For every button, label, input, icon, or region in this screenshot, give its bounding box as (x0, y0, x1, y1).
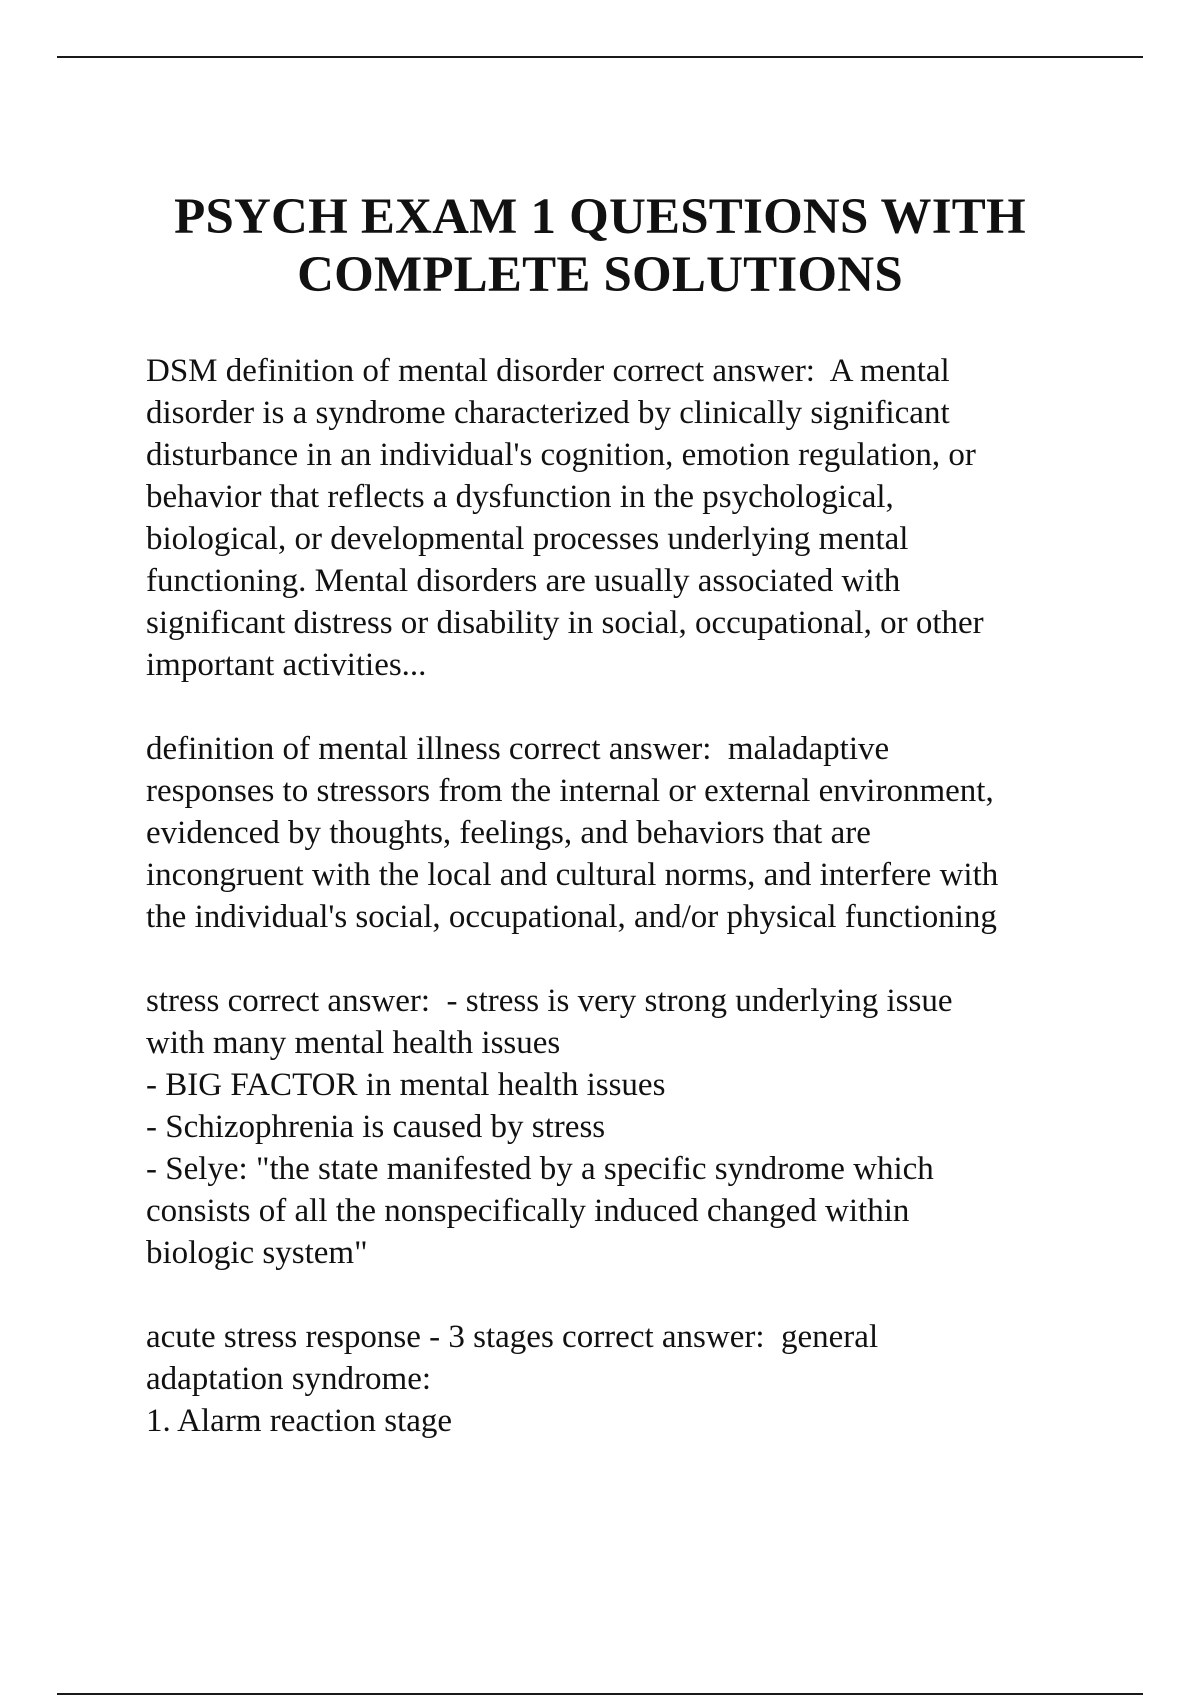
page-title (100, 188, 1100, 304)
qa-entry-dsm-definition (146, 350, 1146, 686)
text-line: significant distress or disability in social, occupational, or other (146, 605, 984, 641)
text-line: 1. Alarm reaction stage (146, 1403, 453, 1439)
qa-entry-mental-illness (146, 728, 1146, 938)
text-line: behavior that reflects a dysfunction in the psychological, (146, 479, 894, 515)
text-line: consists of all the nonspecifically induced changed within (146, 1193, 910, 1229)
text-line: DSM definition of mental disorder correct answer: A mental (146, 353, 950, 389)
text-line: disorder is a syndrome characterized by clinically significant (146, 395, 950, 431)
text-line: biologic system" (146, 1235, 368, 1271)
text-line: - Selye: "the state manifested by a specific syndrome which (146, 1151, 934, 1187)
text-line: definition of mental illness correct answer: maladaptive (146, 731, 890, 767)
text-line: incongruent with the local and cultural norms, and interfere with (146, 857, 999, 893)
document-body (146, 350, 1146, 1484)
text-line: disturbance in an individual's cognition, emotion regulation, or (146, 437, 976, 473)
text-line: the individual's social, occupational, and/or physical functioning (146, 899, 997, 935)
text-line: - BIG FACTOR in mental health issues (146, 1067, 666, 1103)
text-line: evidenced by thoughts, feelings, and behaviors that are (146, 815, 871, 851)
qa-entry-acute-stress-response (146, 1316, 1146, 1442)
text-line: with many mental health issues (146, 1025, 561, 1061)
top-divider (57, 56, 1143, 58)
text-line: functioning. Mental disorders are usually associated with (146, 563, 901, 599)
text-line: responses to stressors from the internal or external environment, (146, 773, 994, 809)
text-line: important activities... (146, 647, 427, 683)
text-line: acute stress response - 3 stages correct answer: general (146, 1319, 879, 1355)
title-line: PSYCH EXAM 1 QUESTIONS WITH (174, 189, 1026, 245)
qa-entry-stress (146, 980, 1146, 1274)
bottom-divider (57, 1693, 1143, 1695)
text-line: stress correct answer: - stress is very strong underlying issue (146, 983, 953, 1019)
text-line: - Schizophrenia is caused by stress (146, 1109, 606, 1145)
text-line: biological, or developmental processes underlying mental (146, 521, 909, 557)
title-line: COMPLETE SOLUTIONS (297, 247, 903, 303)
text-line: adaptation syndrome: (146, 1361, 432, 1397)
